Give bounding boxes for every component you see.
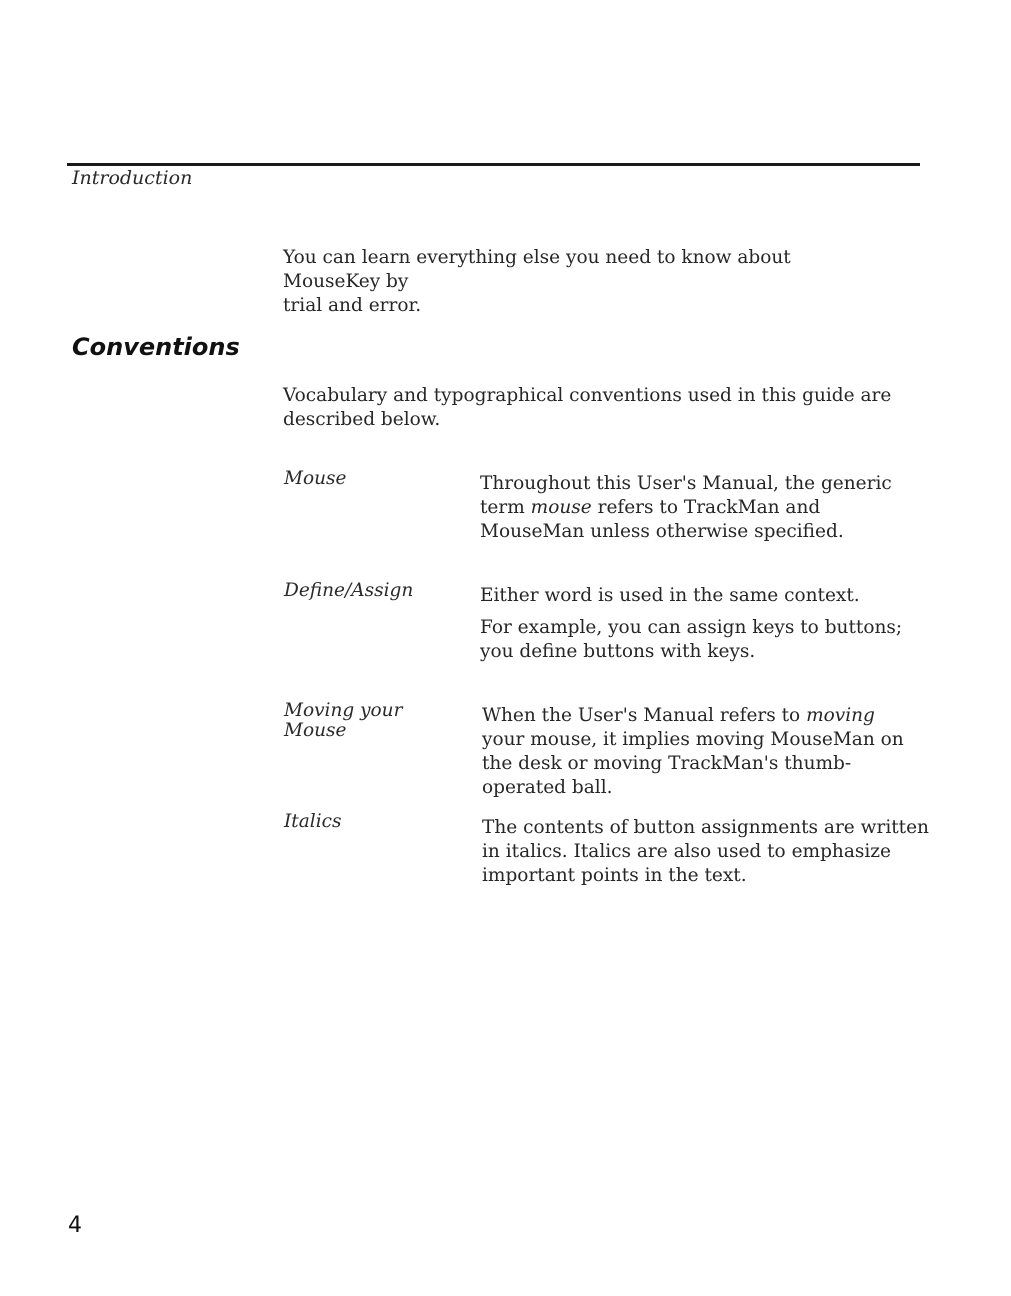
term-moving-your-mouse [284, 701, 464, 741]
section-intro [283, 384, 893, 432]
page-number: 4 [68, 1213, 82, 1238]
running-head: Introduction [72, 167, 193, 189]
definition-moving-text-1: When the User's Manual refers to [482, 705, 807, 726]
term-moving-line-1: Moving your [284, 700, 403, 721]
term-define-assign: Define/Assign [284, 580, 414, 601]
definition-define-assign-p2: For example, you can assign keys to buttons; you define buttons with keys. [480, 617, 903, 662]
section-intro-line-1: Vocabulary and typographical conventions used in this guide are [283, 385, 892, 406]
section-intro-line-2: described below. [283, 409, 441, 430]
term-mouse: Mouse [284, 468, 347, 489]
definition-mouse-emphasis: mouse [530, 497, 592, 518]
definition-moving-text-2: your mouse, it implies moving MouseMan on the desk or moving TrackMan's thumb-operated ball. [482, 729, 904, 798]
term-moving-line-2: Mouse [284, 720, 347, 741]
definition-mouse [480, 472, 910, 544]
definition-define-assign [480, 584, 910, 664]
section-heading: Conventions [72, 333, 240, 361]
definition-define-assign-p1: Either word is used in the same context. [480, 585, 860, 606]
definition-mouse-text-2: refers to TrackMan and MouseMan unless otherwise specified. [480, 497, 844, 542]
intro-line-1: You can learn everything else you need to know about MouseKey by [283, 247, 791, 292]
term-italics: Italics [284, 811, 342, 832]
header-rule [67, 163, 920, 166]
intro-line-2: trial and error. [283, 295, 422, 316]
definition-italics-p1: The contents of button assignments are written in italics. Italics are also used to emphasize important points in the text. [482, 817, 929, 886]
intro-paragraph [283, 246, 893, 318]
definition-moving-your-mouse [482, 704, 912, 800]
definition-mouse-text-1: Throughout this User's Manual, the generic term [480, 473, 892, 518]
definition-italics [482, 816, 932, 888]
definition-moving-emphasis: moving [806, 705, 875, 726]
